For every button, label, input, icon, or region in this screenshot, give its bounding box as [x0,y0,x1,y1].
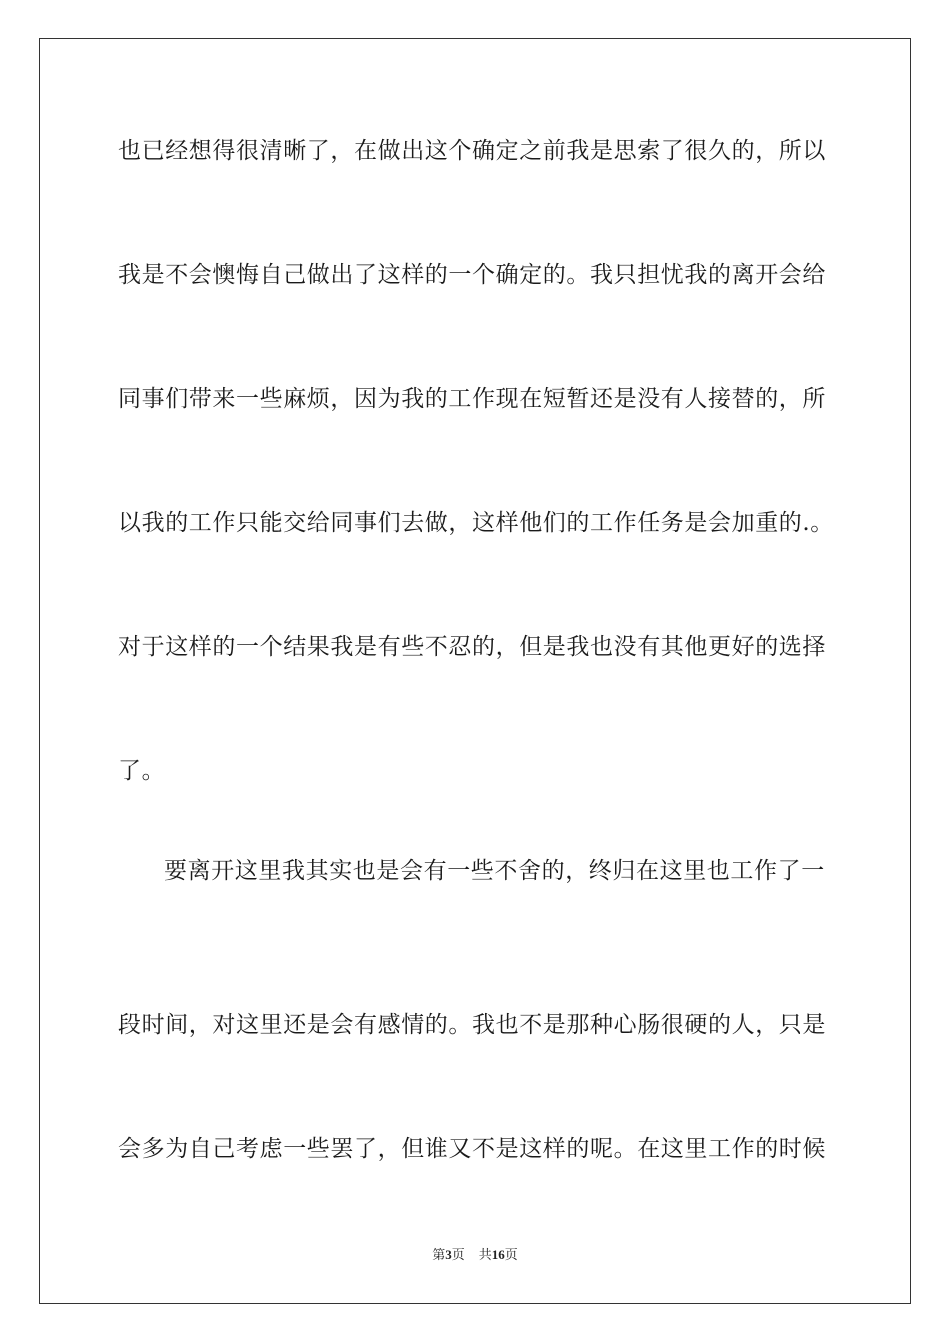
paragraph-start-line: 要离开这里我其实也是会有一些不舍的，终归在这里也工作了一 [164,858,825,884]
body-text-line: 同事们带来一些麻烦，因为我的工作现在短暂还是没有人接替的，所 [118,386,826,412]
body-text-line: 以我的工作只能交给同事们去做，这样他们的工作任务是会加重的.。 [118,510,834,536]
total-page-count: 16 [491,1247,505,1262]
body-text-line: 段时间，对这里还是会有感情的。我也不是那种心肠很硬的人，只是 [118,1012,826,1038]
page-number-footer [0,1246,950,1264]
total-prefix: 共 [478,1247,492,1262]
page-prefix: 第 [432,1247,446,1262]
body-text-line: 会多为自己考虑一些罢了，但谁又不是这样的呢。在这里工作的时候 [118,1136,826,1162]
body-text-line: 我是不会懊悔自己做出了这样的一个确定的。我只担忧我的离开会给 [118,262,826,288]
current-page-number: 3 [445,1247,452,1262]
page-border [39,38,911,1304]
page-suffix: 页 [451,1247,465,1262]
body-text-line: 对于这样的一个结果我是有些不忍的，但是我也没有其他更好的选择 [118,634,826,660]
body-text-line: 了。 [118,758,166,784]
total-suffix: 页 [504,1247,518,1262]
body-text-line: 也已经想得很清晰了，在做出这个确定之前我是思索了很久的，所以 [118,138,826,164]
